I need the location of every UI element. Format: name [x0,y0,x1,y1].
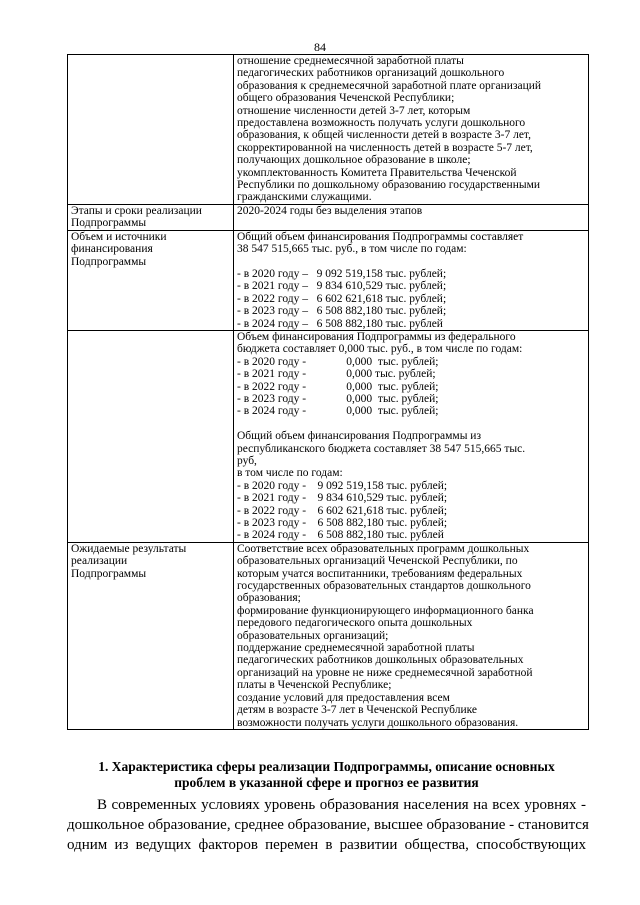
row-content-line: образовательных организаций; [237,629,389,642]
blank-line [237,418,585,430]
row-content-line: - в 2024 году - 6 508 882,180 тыс. рублей [237,529,444,542]
row-content-line: руб, [237,454,257,467]
row-content-line: образования; [237,592,301,605]
row-label-cell [68,55,234,205]
row-content-line: - в 2023 году – 6 508 882,180 тыс. рублей; [237,305,447,318]
passport-row [68,55,589,205]
row-label-line: реализации [71,555,128,568]
row-content-line: - в 2022 году – 6 602 621,618 тыс. рублей; [237,292,447,305]
row-content-line: - в 2020 году - 0,000 тыс. рублей; [237,355,439,368]
row-content-line: общего образования Чеченской Республики; [237,92,455,105]
row-content-line: создание условий для предоставления всем [237,691,450,704]
row-content-line: отношение среднемесячной заработной платы [237,55,464,67]
paragraph-line: В современных условиях уровень образования населения на всех уровнях - [97,797,586,813]
row-label-line: финансирования [71,243,153,256]
passport-row [68,330,589,542]
row-content-line: в том числе по годам: [237,467,343,480]
row-content-cell [234,55,589,205]
row-content-line: получающих дошкольное образование в школе; [237,154,471,167]
row-content-line: Республики по дошкольному образованию государственными [237,179,541,192]
row-content-line: - в 2022 году - 0,000 тыс. рублей; [237,380,439,393]
subprogram-passport-table [67,54,589,730]
row-content-cell [234,230,589,330]
row-content-cell [234,542,589,729]
row-content-line: передового педагогического опыта дошкольных [237,617,473,630]
row-content-line: организаций на уровне не ниже среднемесячной заработной [237,666,533,679]
row-label-line: Ожидаемые результаты [71,542,187,555]
row-content-line: поддержание среднемесячной заработной платы [237,642,475,655]
row-content-cell [234,204,589,230]
row-label-cell [68,330,234,542]
row-content-line: образования к среднемесячной заработной плате организаций [237,79,542,92]
row-label-line: Подпрограммы [71,217,147,230]
row-content-line: формирование функционирующего информационного банка [237,604,534,617]
body-paragraph [67,795,589,855]
blank-line [237,256,585,268]
row-content-line: 38 547 515,665 тыс. руб., в том числе по годам: [237,243,467,256]
passport-row [68,204,589,230]
row-label-line: Подпрограммы [71,567,147,580]
row-content-line: платы в Чеченской Республике; [237,679,392,692]
row-content-line: - в 2021 году - 0,000 тыс. рублей; [237,368,436,381]
passport-row [68,230,589,330]
row-content-line: Общий объем финансирования Подпрограммы из [237,430,481,443]
row-content-cell [234,330,589,542]
row-content-line: 2020-2024 годы без выделения этапов [237,204,423,217]
row-content-line: - в 2023 году - 0,000 тыс. рублей; [237,392,439,405]
row-label-line: Этапы и сроки реализации [71,204,202,217]
row-label-cell [68,230,234,330]
row-content-line: - в 2020 году - 9 092 519,158 тыс. рублей; [237,479,448,492]
row-content-line: - в 2024 году – 6 508 882,180 тыс. рублей [237,317,443,330]
row-content-line: педагогических работников дошкольных образовательных [237,654,524,667]
row-content-line: республиканского бюджета составляет 38 547 515,665 тыс. [237,442,526,455]
row-content-line: предоставлена возможность получать услуги дошкольного [237,117,526,130]
row-content-line: укомплектованность Комитета Правительства Чеченской [237,166,517,179]
row-content-line: государственных образовательных стандартов дошкольного [237,580,531,593]
row-content-line: скорректированной на численность детей в возрасте 5-7 лет, [237,141,533,154]
row-content-line: - в 2024 году - 0,000 тыс. рублей; [237,405,439,418]
row-label-cell [68,542,234,729]
section-heading-line: проблем в указанной сфере и прогноз ее развития [174,775,479,790]
row-content-line: - в 2022 году - 6 602 621,618 тыс. рублей; [237,504,448,517]
row-label-line: Объем и источники [71,230,167,243]
row-content-line: Объем финансирования Подпрограммы из федерального [237,330,516,343]
row-content-line: Общий объем финансирования Подпрограммы составляет [237,230,524,243]
row-content-line: бюджета составляет 0,000 тыс. руб., в том числе по годам: [237,343,523,356]
section-heading [67,759,586,791]
row-content-line: - в 2021 году – 9 834 610,529 тыс. рублей; [237,280,447,293]
row-content-line: образования, к общей численности детей в возрасте 3-7 лет, [237,129,531,142]
row-content-line: отношение численности детей 3-7 лет, которым [237,104,471,117]
row-content-line: детям в возрасте 3-7 лет в Чеченской Республике [237,704,478,717]
row-content-line: Соответствие всех образовательных программ дошкольных [237,542,530,555]
row-label-cell [68,204,234,230]
row-content-line: которым учатся воспитанники, требованиям федеральных [237,567,523,580]
row-content-line: - в 2023 году - 6 508 882,180 тыс. рублей; [237,517,448,529]
row-content-line: образовательных организаций Чеченской Республики, по [237,555,518,568]
row-content-line: педагогических работников организаций дошкольного [237,67,505,80]
section-heading-line: 1. Характеристика сферы реализации Подпрограммы, описание основных [98,759,555,774]
paragraph-line: дошкольное образование, среднее образование, высшее образование - становится [67,817,589,833]
page-number: 84 [314,40,326,54]
row-label-line: Подпрограммы [71,255,147,268]
row-content-line: - в 2020 году – 9 092 519,158 тыс. рублей; [237,267,447,280]
row-content-line: - в 2021 году - 9 834 610,529 тыс. рублей; [237,492,448,505]
row-content-line: возможности получать услуги дошкольного образования. [237,716,519,729]
passport-row [68,542,589,729]
row-content-line: гражданскими служащими. [237,191,372,204]
paragraph-line: одним из ведущих факторов перемен в развитии общества, способствующих [67,837,586,853]
